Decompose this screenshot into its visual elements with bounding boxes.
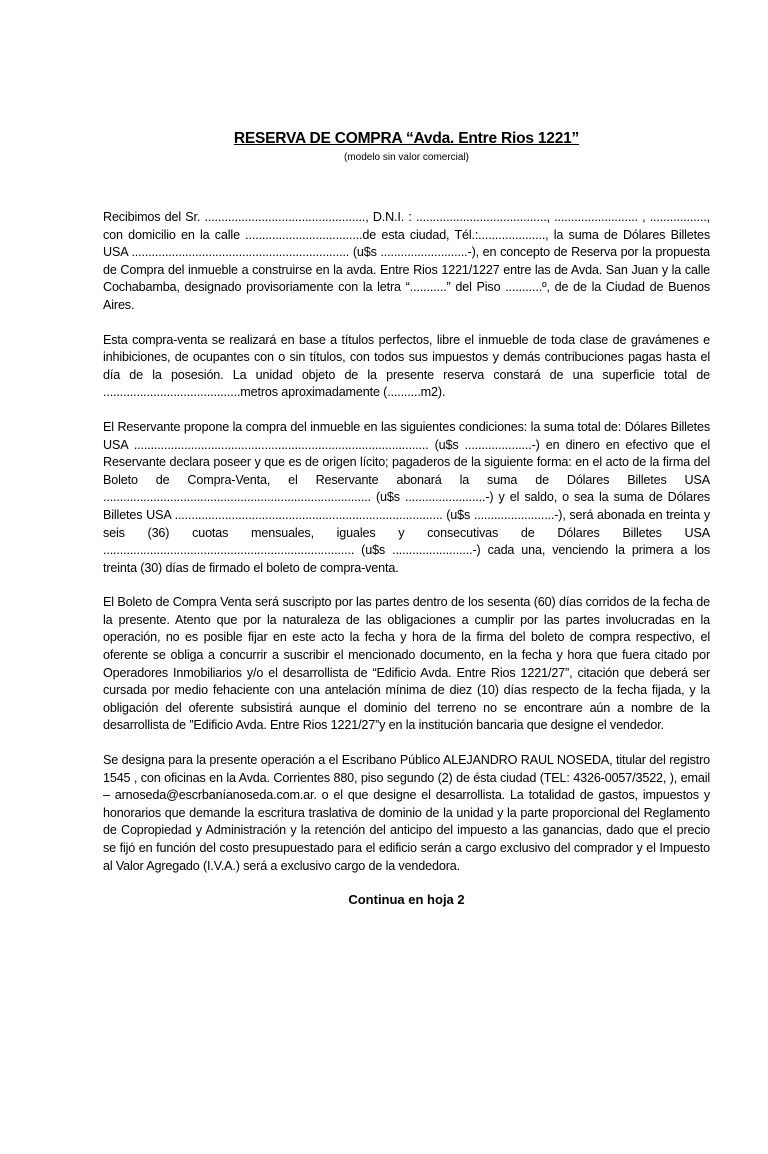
document-page (0, 130, 768, 1154)
document-title: RESERVA DE COMPRA “Avda. Entre Rios 1221” (233, 130, 580, 147)
paragraph-boleto-signing: El Boleto de Compra Venta será suscripto por las partes dentro de los sesenta (60) días corridos de la fecha de la presente. Atento que por la naturaleza de las obligaciones a cumplir por las partes involucradas en la operación, no es posible fijar en este acto la fecha y hora de la firma del boleto de compra respectivo, el oferente se obliga a concurrir a suscribir el mencionado documento, en la fecha y hora que fuera citado por Operadores Inmobiliarios y/o el desarrollista de “Edificio Avda. Entre Rios 1221/27”, citación que deberá ser cursada por medio fehaciente con una antelación mínima de diez (10) días respecto de la fecha fijada, y la obligación del oferente subsistirá aunque el dominio del terreno no se encontrare aún a nombre de la desarrollista de ”Edificio Avda. Entre Rios 1221/27”y en la institución bancaria que designe el vendedor. (103, 595, 710, 733)
document-subtitle: (modelo sin valor comercial) (343, 152, 470, 163)
document-body (103, 209, 710, 875)
paragraph-escribano: Se designa para la presente operación a el Escribano Público ALEJANDRO RAUL NOSEDA, titular del registro 1545 , con oficinas en la Avda. Corrientes 880, piso segundo (2) de ésta ciudad (TEL: 4326-0057/3522, ), email – arnoseda@escrbaníanoseda.com.ar. o el que designe el desarrollista. La totalidad de gastos, impuestos y honorarios que demande la escritura traslativa de dominio de la unidad y la parte proporcional del Reglamento de Copropiedad y Administración y la retención del anticipo del impuesto a las ganancias, dado que el precio se fijó en función del costo presupuestado para el edificio serán a cargo exclusivo del comprador y el Impuesto al Valor Agregado (I.V.A.) será a exclusivo cargo de la vendedora. (103, 753, 710, 873)
continue-note: Continua en hoja 2 (348, 892, 465, 908)
paragraph-payment-terms: El Reservante propone la compra del inmueble en las siguientes condiciones: la suma total de: Dólares Billetes USA ........................................................................................ (u$s ....................-) en dinero en efectivo que el Reservante declara poseer y que es de origen lícito; pagaderos de la siguiente forma: en el acto de la firma del Boleto de Compra-Venta, el Reservante abonará la suma de Dólares Billetes USA ................................................................................ (u$s ........................-) y el saldo, o sea la suma de Dólares Billetes USA ................................................................................ (u$s ........................-), será abonada en treinta y seis (36) cuotas mensuales, iguales y consecutivas de Dólares Billetes USA ........................................................................... (u$s ........................-) cada una, venciendo la primera a los treinta (30) días de firmado el boleto de compra-venta. (103, 419, 710, 575)
paragraph-reservation: Recibimos del Sr. ................................................, D.N.I. : ......................................., ......................... , ................., con domicilio en la calle ...................................de esta ciudad, Tél.:...................., la suma de Dólares Billetes USA ................................................................. (u$s ..........................-), en concepto de Reserva por la propuesta de Compra del inmueble a construirse en la avda. Entre Rios 1221/1227 entre las de Avda. San Juan y la calle Cochabamba, designado provisoriamente con la letra “...........” del Piso ...........º, de de la Ciudad de Buenos Aires. (103, 210, 710, 312)
paragraph-title-conditions: Esta compra-venta se realizará en base a títulos perfectos, libre el inmueble de toda clase de gravámenes e inhibiciones, de ocupantes con o sin títulos, con todos sus impuestos y demás contribuciones pagas hasta el día de la posesión. La unidad objeto de la presente reserva constará de una superficie total de .........................................metros aproximadamente (..........m2). (103, 332, 710, 400)
